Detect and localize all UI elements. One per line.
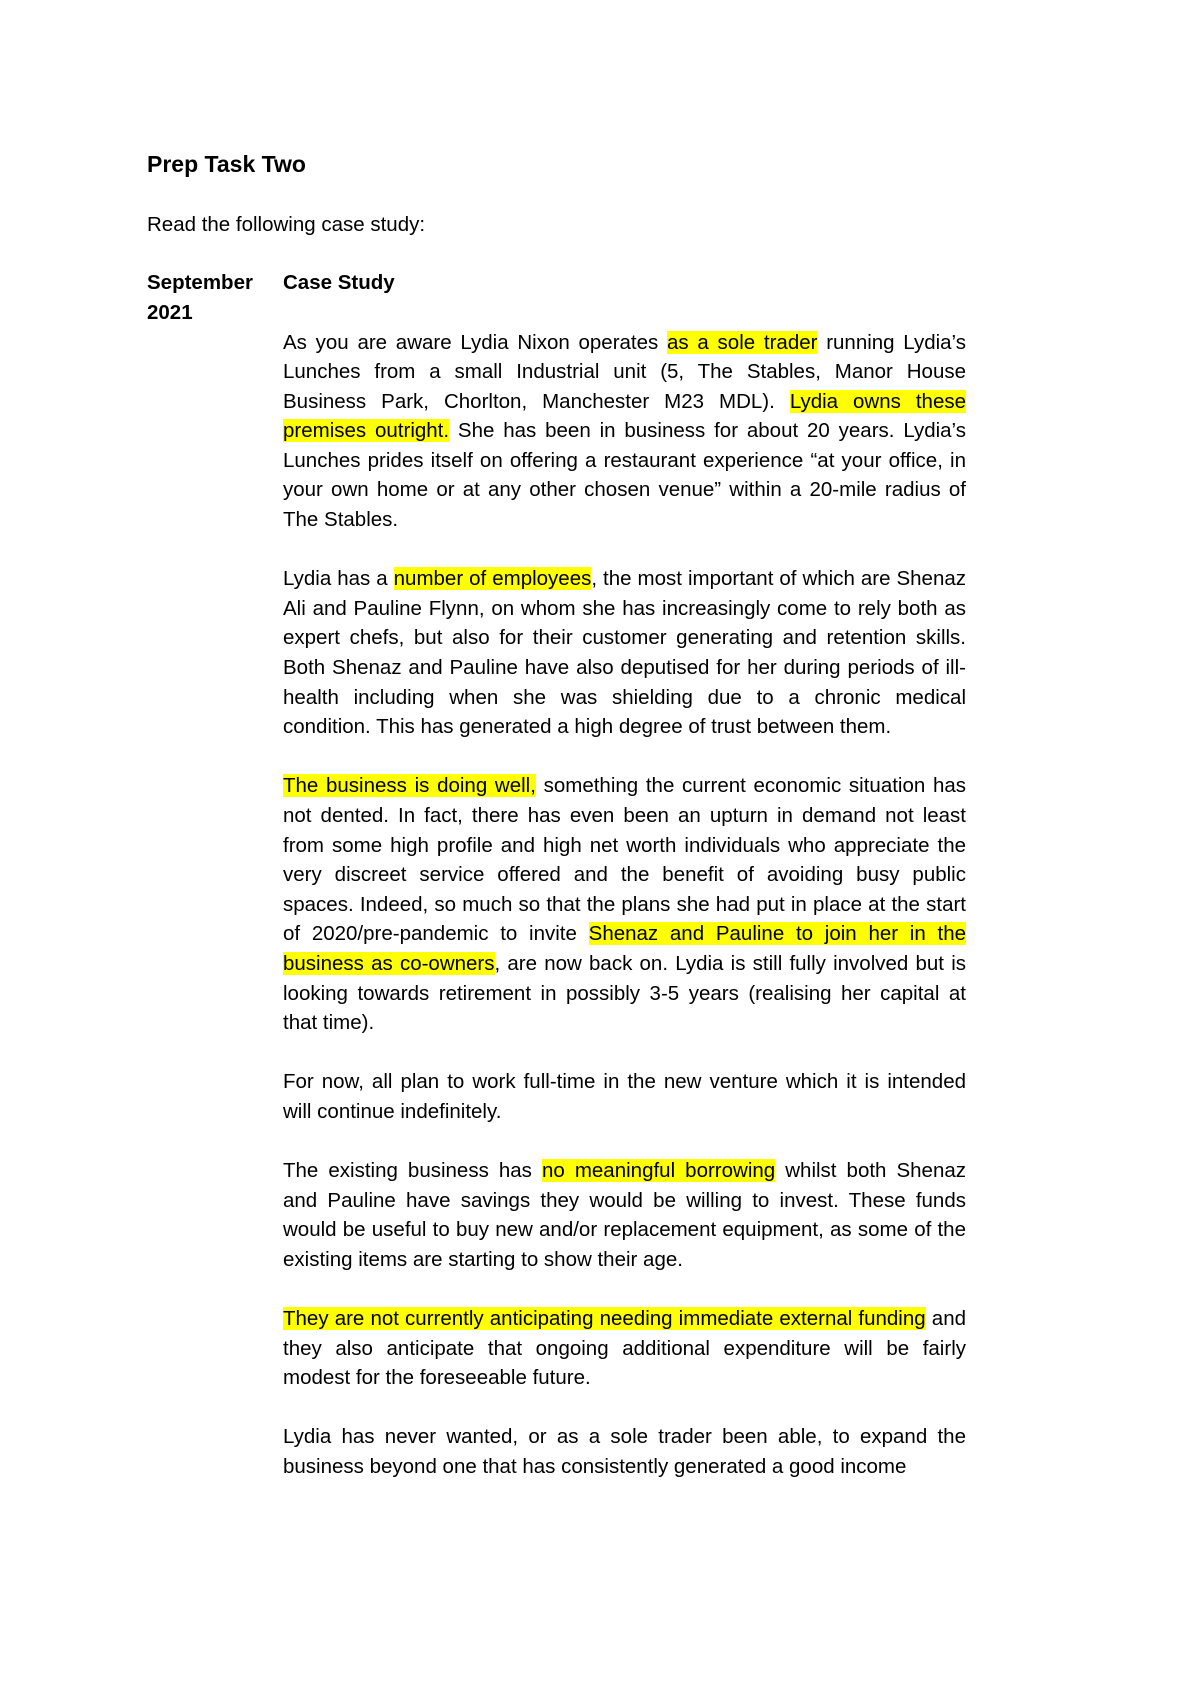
highlighted-text: number of employees [393,567,592,591]
case-study-paragraph [283,1304,966,1393]
case-study-heading: Case Study [283,271,395,294]
highlighted-text: Shenaz and Pauline to join her in the business as co-owners [283,922,966,975]
paragraph-text: For now, all plan to work full-time in the new venture which it is intended will continue indefinitely. [283,1070,966,1123]
paragraph-text: whilst both Shenaz and Pauline have savings they would be willing to invest. These funds would be useful to buy new and/or replacement equipment, as some of the existing items are starting to show their age. [283,1159,967,1271]
case-study-body [283,328,966,1482]
date-year: 2021 [147,301,193,324]
paragraph-text: something the current economic situation has not dented. In fact, there has even been an upturn in demand not least from some high profile and high net worth individuals who appreciate the very discreet service offered and the benefit of avoiding busy public spaces. Indeed, so much so that the plans she had put in place at the start of 2020/pre-pandemic to invite [283,774,966,946]
intro-text: Read the following case study: [147,213,426,236]
case-study-paragraph [283,1422,966,1481]
highlighted-text: no meaningful borrowing [541,1159,776,1183]
case-study-paragraph [283,328,966,535]
paragraph-text: She has been in business for about 20 years. Lydia’s Lunches prides itself on offering a restaurant experience “at your office, in your own home or at any other chosen venue” within a 20-mile radius of The Stables. [283,419,966,532]
paragraph-text: The existing business has [283,1159,542,1183]
case-study-paragraph [283,1067,966,1126]
case-study-paragraph [283,771,966,1037]
paragraph-text: Lydia has never wanted, or as a sole trader been able, to expand the business beyond one that has consistently generated a good income [283,1425,966,1479]
highlighted-text: as a sole trader [667,330,818,354]
paragraph-text: and they also anticipate that ongoing additional expenditure will be fairly modest for the foreseeable future. [283,1307,966,1390]
date-label [147,268,277,328]
paragraph-text: , are now back on. Lydia is still fully involved but is looking towards retirement in possibly 3-5 years (realising her capital at that time). [283,951,967,1035]
highlighted-text: They are not currently anticipating needing immediate external funding [283,1307,926,1331]
paragraph-text: As you are aware Lydia Nixon operates [283,330,668,354]
date-month: September [147,271,253,294]
highlighted-text: Lydia owns these premises outright. [283,389,966,443]
paragraph-text: , the most important of which are Shenaz Ali and Pauline Flynn, on whom she has increasingly come to rely both as expert chefs, but also for their customer generating and retention skills. Both Shenaz and Pauline have also deputised for her during periods of ill-health including when she was shielding due to a chronic medical condition. This has generated a high degree of trust between them. [283,567,966,739]
paragraph-text: running Lydia’s Lunches from a small Industrial unit (5, The Stables, Manor House Business Park, Chorlton, Manchester M23 MDL). [283,330,966,413]
highlighted-text: The business is doing well, [283,774,536,798]
case-study-column [283,268,966,1511]
paragraph-text: Lydia has a [283,567,394,591]
case-study-paragraph [283,1156,966,1274]
page-title: Prep Task Two [147,151,306,177]
case-study-paragraph [283,564,966,742]
